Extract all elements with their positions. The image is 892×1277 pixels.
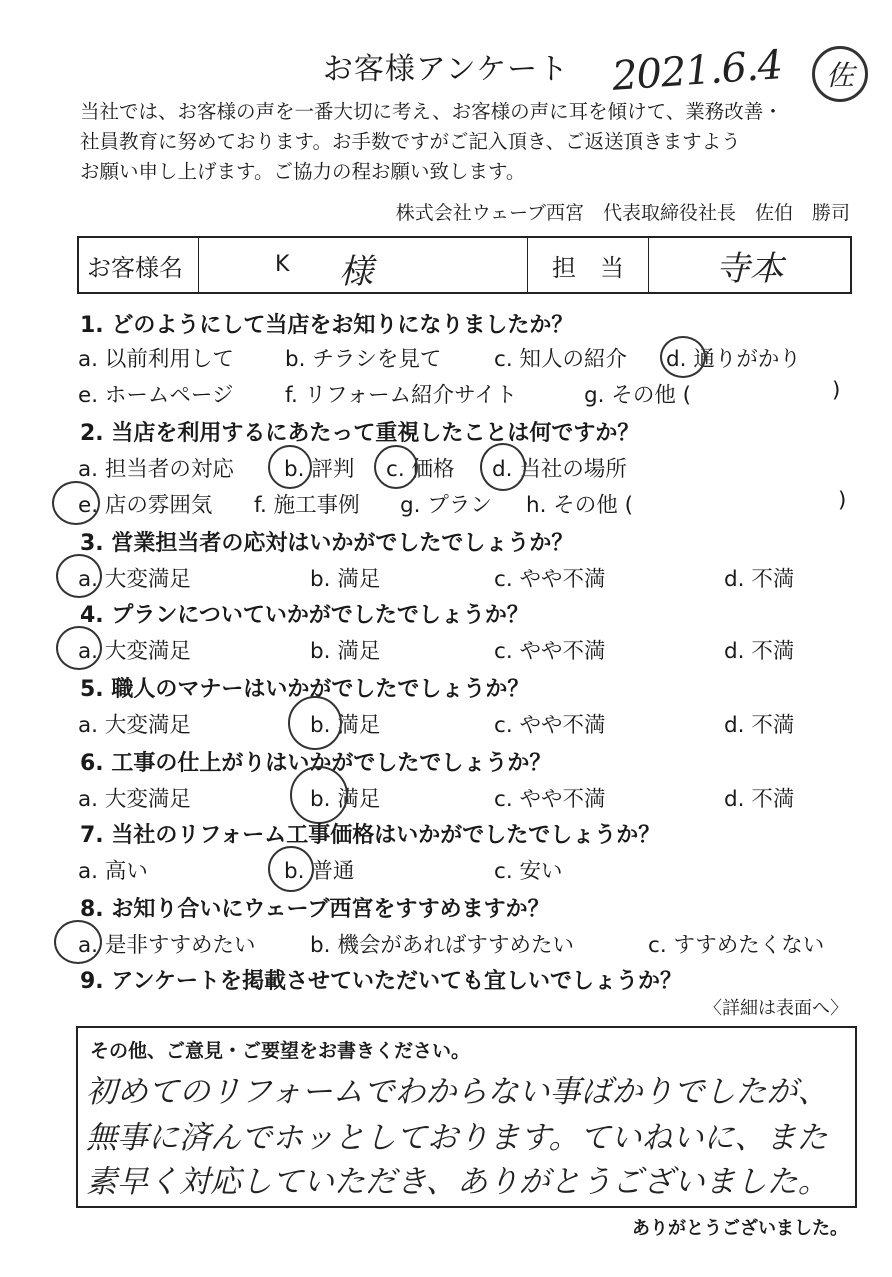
question-5: 5. 職人のマナーはいかがでしたでしょうか？ — [80, 677, 530, 702]
comment-line-2: 無事に済んでホッとしております。ていねいに、また — [86, 1120, 828, 1156]
customer-info-table — [77, 236, 852, 294]
staff-name-field[interactable] — [649, 237, 852, 293]
selection-circle — [56, 554, 102, 598]
detail-note: 〈詳細は表面へ〉 — [704, 998, 848, 1019]
q5-option-b[interactable]: b. 満足 — [310, 713, 381, 738]
q3-option-a[interactable]: a. 大変満足 — [78, 567, 191, 592]
staff-name-value: 寺本 — [715, 248, 784, 289]
question-7: 7. 当社のリフォーム工事価格はいかがでしたでしょうか？ — [80, 823, 661, 848]
selection-circle — [374, 445, 418, 489]
survey-title: お客様アンケート — [322, 52, 570, 87]
q2-option-h-close: ) — [838, 488, 847, 513]
selection-circle — [56, 626, 102, 670]
question-8: 8. お知り合いにウェーブ西宮をすすめますか？ — [80, 897, 550, 922]
q1-option-g[interactable]: g. その他 ( — [584, 383, 692, 408]
q8-option-a[interactable]: a. 是非すすめたい — [78, 933, 256, 958]
q2-option-a[interactable]: a. 担当者の対応 — [78, 457, 234, 482]
selection-circle — [54, 920, 102, 964]
customer-suffix: 様 — [339, 252, 373, 292]
question-4: 4. プランについていかがでしたでしょうか？ — [80, 603, 529, 628]
q6-option-a[interactable]: a. 大変満足 — [78, 787, 191, 812]
q5-option-d[interactable]: d. 不満 — [724, 713, 795, 738]
intro-line-3: お願い申し上げます。ご協力の程お願い致します。 — [80, 160, 526, 183]
q7-option-c[interactable]: c. 安い — [494, 859, 563, 884]
comment-line-3: 素早く対応していただき、ありがとうございました。 — [86, 1164, 829, 1200]
q4-option-c[interactable]: c. やや不満 — [494, 639, 606, 664]
intro-line-1: 当社では、お客様の声を一番大切に考え、お客様の声に耳を傾けて、業務改善・ — [80, 100, 783, 123]
q1-option-f[interactable]: f. リフォーム紹介サイト — [285, 383, 518, 408]
handwritten-date: 2021.6.4 — [610, 42, 784, 100]
question-2: 2. 当店を利用するにあたって重視したことは何ですか？ — [80, 421, 640, 446]
q2-option-d[interactable]: d. 当社の場所 — [492, 457, 627, 482]
company-signature: 株式会社ウェーブ西宮 代表取締役社長 佐伯 勝司 — [395, 202, 850, 224]
question-3: 3. 営業担当者の応対はいかがでしたでしょうか？ — [80, 531, 574, 556]
selection-circle — [268, 445, 312, 489]
q8-option-b[interactable]: b. 機会があればすすめたい — [310, 933, 575, 958]
q1-option-c[interactable]: c. 知人の紹介 — [494, 347, 627, 372]
q5-option-c[interactable]: c. やや不満 — [494, 713, 606, 738]
q6-option-b[interactable]: b. 満足 — [310, 787, 381, 812]
intro-line-2: 社員教育に努めております。お手数ですがご記入頂き、ご返送頂きますよう — [80, 130, 741, 153]
comment-label: その他、ご意見・ご要望をお書きください。 — [90, 1040, 471, 1062]
q7-option-b[interactable]: b. 普通 — [284, 859, 355, 884]
q1-option-g-close: ) — [832, 378, 841, 403]
selection-circle — [480, 443, 526, 491]
q6-option-c[interactable]: c. やや不満 — [494, 787, 606, 812]
selection-circle — [268, 846, 314, 892]
q1-option-a[interactable]: a. 以前利用して — [78, 347, 234, 372]
q8-option-c[interactable]: c. すすめたくない — [648, 933, 825, 958]
q4-option-b[interactable]: b. 満足 — [310, 639, 381, 664]
q3-option-b[interactable]: b. 満足 — [310, 567, 381, 592]
thanks-message: ありがとうございました。 — [632, 1218, 848, 1239]
question-9: 9. アンケートを掲載させていただいても宜しいでしょうか？ — [80, 969, 683, 994]
q1-option-e[interactable]: e. ホームページ — [78, 383, 234, 408]
customer-name-field[interactable] — [199, 237, 528, 293]
comment-line-1: 初めてのリフォームでわからない事ばかりでしたが、 — [86, 1074, 829, 1110]
q2-option-f[interactable]: f. 施工事例 — [254, 493, 360, 518]
q4-option-d[interactable]: d. 不満 — [724, 639, 795, 664]
q2-option-g[interactable]: g. プラン — [400, 493, 492, 518]
q2-option-b[interactable]: b. 評判 — [284, 457, 355, 482]
question-6: 6. 工事の仕上がりはいかがでしたでしょうか？ — [80, 751, 552, 776]
selection-circle — [660, 336, 706, 378]
q2-option-h[interactable]: h. その他 ( — [526, 493, 634, 518]
selection-circle — [290, 766, 348, 824]
customer-name-label: お客様名 — [78, 237, 199, 293]
staff-label: 担 当 — [528, 237, 649, 293]
selection-circle — [288, 696, 342, 750]
q6-option-d[interactable]: d. 不満 — [724, 787, 795, 812]
q4-option-a[interactable]: a. 大変満足 — [78, 639, 191, 664]
q5-option-a[interactable]: a. 大変満足 — [78, 713, 191, 738]
selection-circle — [52, 481, 100, 525]
q2-option-e[interactable]: e. 店の雰囲気 — [78, 493, 213, 518]
handwritten-seal: 佐 — [812, 46, 868, 102]
question-1: 1. どのようにして当店をお知りになりましたか？ — [80, 313, 574, 338]
q7-option-a[interactable]: a. 高い — [78, 859, 148, 884]
q1-option-d[interactable]: d. 通りがかり — [666, 347, 801, 372]
q3-option-c[interactable]: c. やや不満 — [494, 567, 606, 592]
q3-option-d[interactable]: d. 不満 — [724, 567, 795, 592]
customer-name-value: K — [275, 252, 290, 277]
q2-option-c[interactable]: c. 価格 — [386, 457, 455, 482]
q1-option-b[interactable]: b. チラシを見て — [285, 347, 442, 372]
